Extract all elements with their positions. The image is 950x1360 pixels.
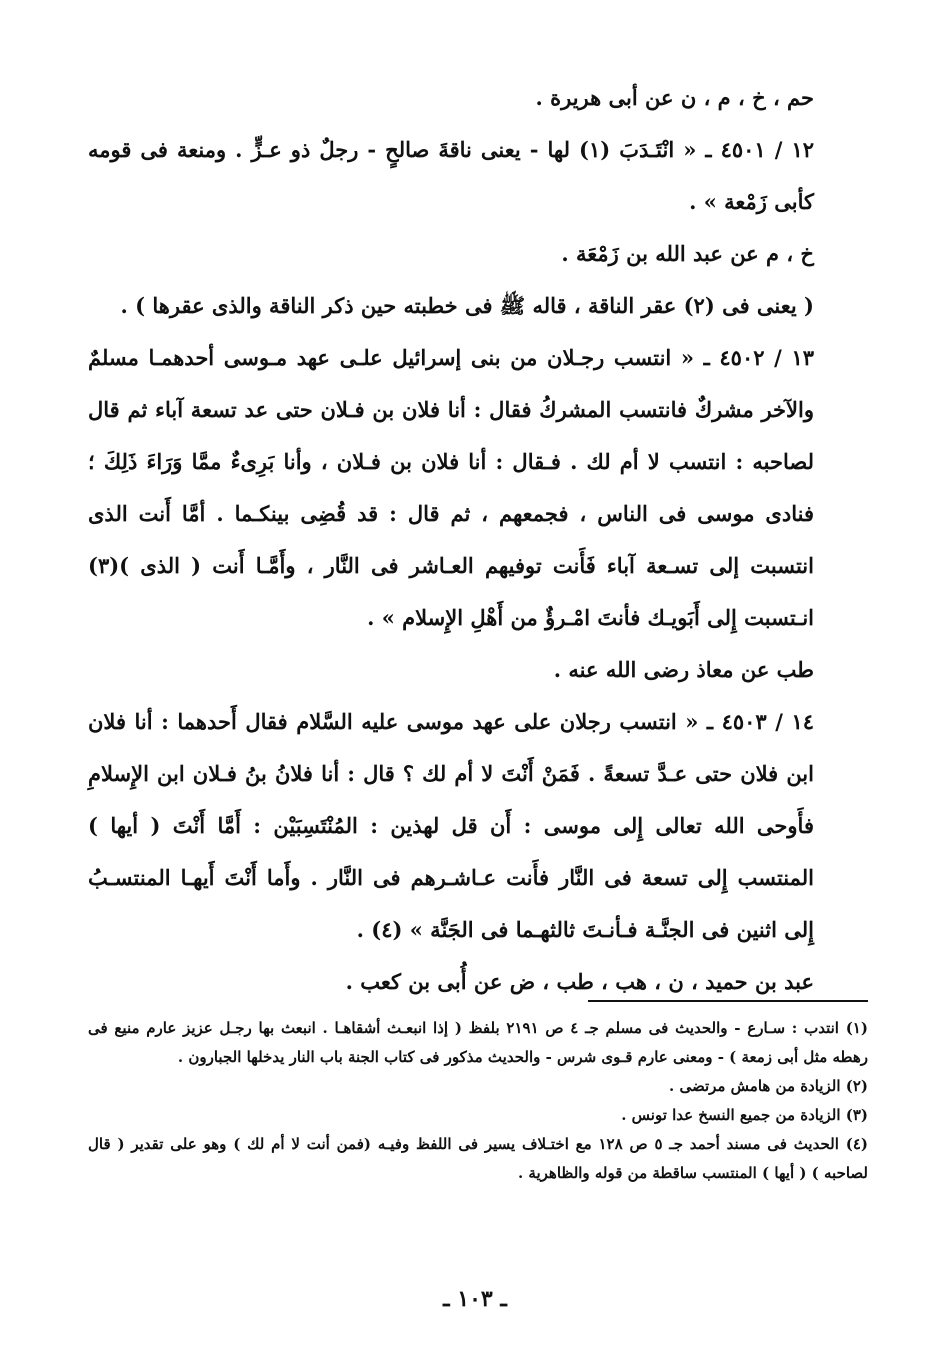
hadith-4502: ١٣ / ٤٥٠٢ ـ « انتسب رجـلان من بنى إسرائيل علـى عهد مـوسى أحدهمـا مسلمٌ والآخر مشركٌ فانتسب المشركُ فقال : أنا فلان بن فـلان حتى عد تسعة آباء ثم قال لصاحبه : انتسب لا أم لك . فـقال : أنا فلان بن فـلان ، وأنا بَرِىءٌ ممَّا وَرَاءَ ذَلِكَ ؛ فنادى موسى فى الناس ، فجمعهم ، ثم قال : قد قُضِى بينكـما . أمَّا أَنت الذى انتسبت إلى تسـعة آباء فَأَنت توفيهم العـاشر فى النَّار ، وأَمَّـا أَنت ( الذى )(٣) انـتسبت إِلى أَبَويـك فأنتَ امْـرؤٌ من أَهْلِ الإِسلام » . [88,345,815,630]
footnote-4: (٤) الحديث فى مسند أحمد جـ ٥ ص ١٢٨ مع اختـلاف يسير فى اللفظ وفيـه (فمن أنت لا أم لك ) وهو على تقدير ( قال لصاحبه ) ( أيها ) المنتسب ساقطة من قوله والظاهرية . [88,1135,868,1182]
source-line-4: عبد بن حميد ، ن ، هب ، طب ، ض عن أُبى بن كعب . [345,969,814,994]
source-line-1: حم ، خ ، م ، ن عن أبى هريرة . [535,85,814,110]
main-text [88,72,868,1008]
footnotes [88,1014,868,1188]
footnote-1: (١) انتدب : سـارع - والحديث فى مسلم جـ ٤ ص ٢١٩١ بلفظ ( إذا انبعـث أشقاهـا . انبعث بها رجـل عزيز عارم منيع فى رهطه مثل أبى زمعة ) - ومعنى عارم قـوى شرس - والحديث مذكور فى كتاب الجنة باب النار يدخلها الجبارون . [88,1019,868,1066]
hadith-4501: ١٢ / ٤٥٠١ ـ « انْتَـدَبَ (١) لها - يعنى ناقةَ صالحٍ - رجلٌ ذو عـزٍّ . ومنعة فى قومه كأبى زَمْعة » . [88,137,814,214]
hadith-4503: ١٤ / ٤٥٠٣ ـ « انتسب رجلان على عهد موسى عليه السَّلام فقال أَحدهما : أنا فلان ابن فلان حتى عـدَّ تسعةً . فَمَنْ أَنْتَ لا أم لك ؟ قال : أنا فلانُ بنُ فـلان ابن الإِسلامِ فأَوحى الله تعالى إِلى موسى : أَن قل لهذين : المُنْتَسِبَيْن : أَمَّا أَنْتَ ( أيها ) المنتسب إِلى تسعة فى النَّار فأَنت عـاشـرهم فى النَّار . وأَما أَنْتَ أَيهـا المنتسـبُ إِلى اثنين فى الجنَّـة فـأنـتَ ثالثهـما فى الجَنَّة » (٤) . [88,709,814,942]
page-number: ـ ١٠٣ ـ [443,1286,507,1312]
commentary-line: ( يعنى فى (٢) عقر الناقة ، قاله ﷺ فى خطبته حين ذكر الناقة والذى عقرها ) . [120,293,814,318]
footnote-divider [588,1000,868,1002]
source-line-3: طب عن معاذ رضى الله عنه . [553,657,814,682]
footnote-3: (٣) الزيادة من جميع النسخ عدا تونس . [621,1106,868,1124]
source-line-2: خ ، م عن عبد الله بن زَمْعَة . [561,241,814,266]
footnote-2: (٢) الزيادة من هامش مرتضى . [669,1077,868,1095]
